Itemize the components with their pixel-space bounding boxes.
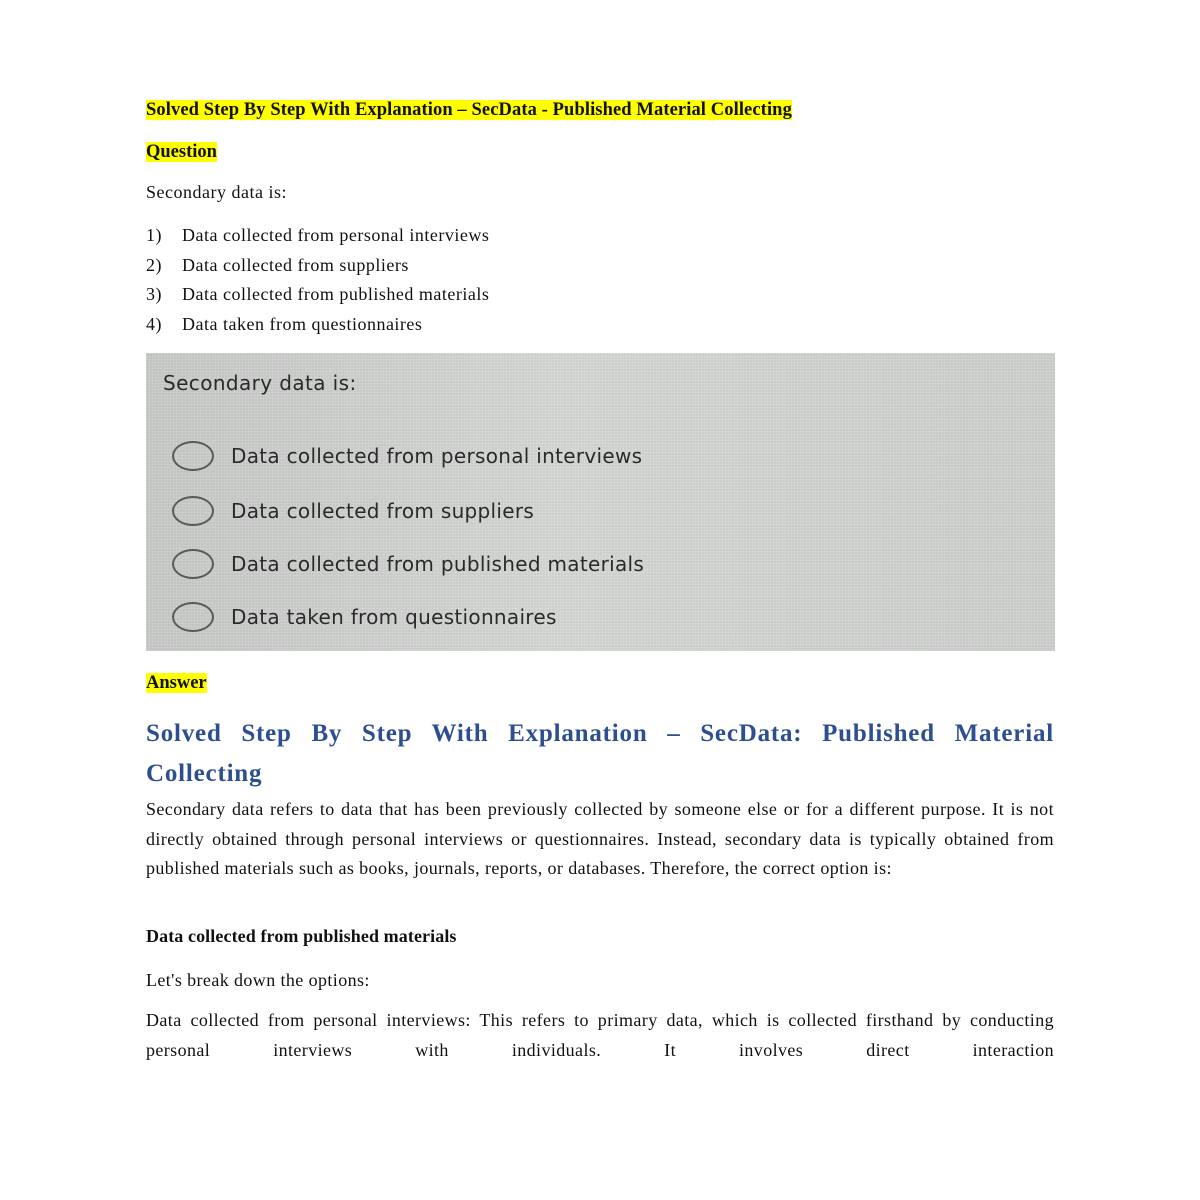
radio-unchecked-icon (172, 496, 214, 526)
breakdown-intro: Let's break down the options: (146, 970, 370, 990)
breakdown-paragraph: Data collected from personal interviews: This refers to primary data, which is collected firsthand by conducting personal interviews with individuals. It involves direct interaction (146, 1010, 1054, 1060)
quiz-option-text: Data collected from suppliers (231, 499, 535, 523)
option-number: 2) (146, 254, 162, 275)
radio-unchecked-icon (172, 602, 214, 632)
option-item (146, 312, 489, 342)
document-title (146, 100, 792, 121)
quiz-question: Secondary data is: (163, 371, 357, 395)
option-number: 1) (146, 225, 162, 245)
option-text: Data collected from suppliers (182, 254, 409, 275)
quiz-option-text: Data taken from questionnaires (231, 605, 557, 629)
quiz-option-text: Data collected from published materials (231, 552, 645, 576)
options-list (146, 223, 489, 341)
correct-option: Data collected from published materials (146, 926, 457, 946)
option-number: 4) (146, 313, 162, 334)
quiz-option-text: Data collected from personal interviews (231, 444, 643, 468)
option-item (146, 253, 489, 283)
radio-unchecked-icon (172, 441, 214, 471)
answer-label-text: Answer (146, 673, 207, 693)
explanation-paragraph: Secondary data refers to data that has been previously collected by someone else or for a different purpose. It is not directly obtained through personal interviews or questionnaires. Instead, secondary data is typically obtained from published materials such as books, journals, reports, or databases. Therefore, the correct option is: (146, 799, 1054, 878)
quiz-option (172, 496, 534, 526)
question-text: Secondary data is: (146, 182, 287, 202)
option-text: Data collected from personal interviews (182, 225, 490, 245)
answer-label (146, 673, 207, 694)
quiz-option (172, 602, 557, 632)
option-text: Data collected from published materials (182, 284, 490, 304)
question-label (146, 142, 217, 163)
quiz-option (172, 549, 644, 579)
option-item (146, 282, 489, 312)
option-number: 3) (146, 284, 162, 304)
option-text: Data taken from questionnaires (182, 313, 423, 334)
radio-unchecked-icon (172, 549, 214, 579)
question-label-text: Question (146, 142, 217, 162)
answer-heading: Solved Step By Step With Explanation – SecData: Published Material Collecting (146, 720, 1054, 787)
option-item (146, 223, 489, 253)
quiz-screenshot-image (146, 353, 1055, 651)
quiz-option (172, 441, 642, 471)
document-title-text: Solved Step By Step With Explanation – SecData - Published Material Collecting (146, 100, 792, 120)
